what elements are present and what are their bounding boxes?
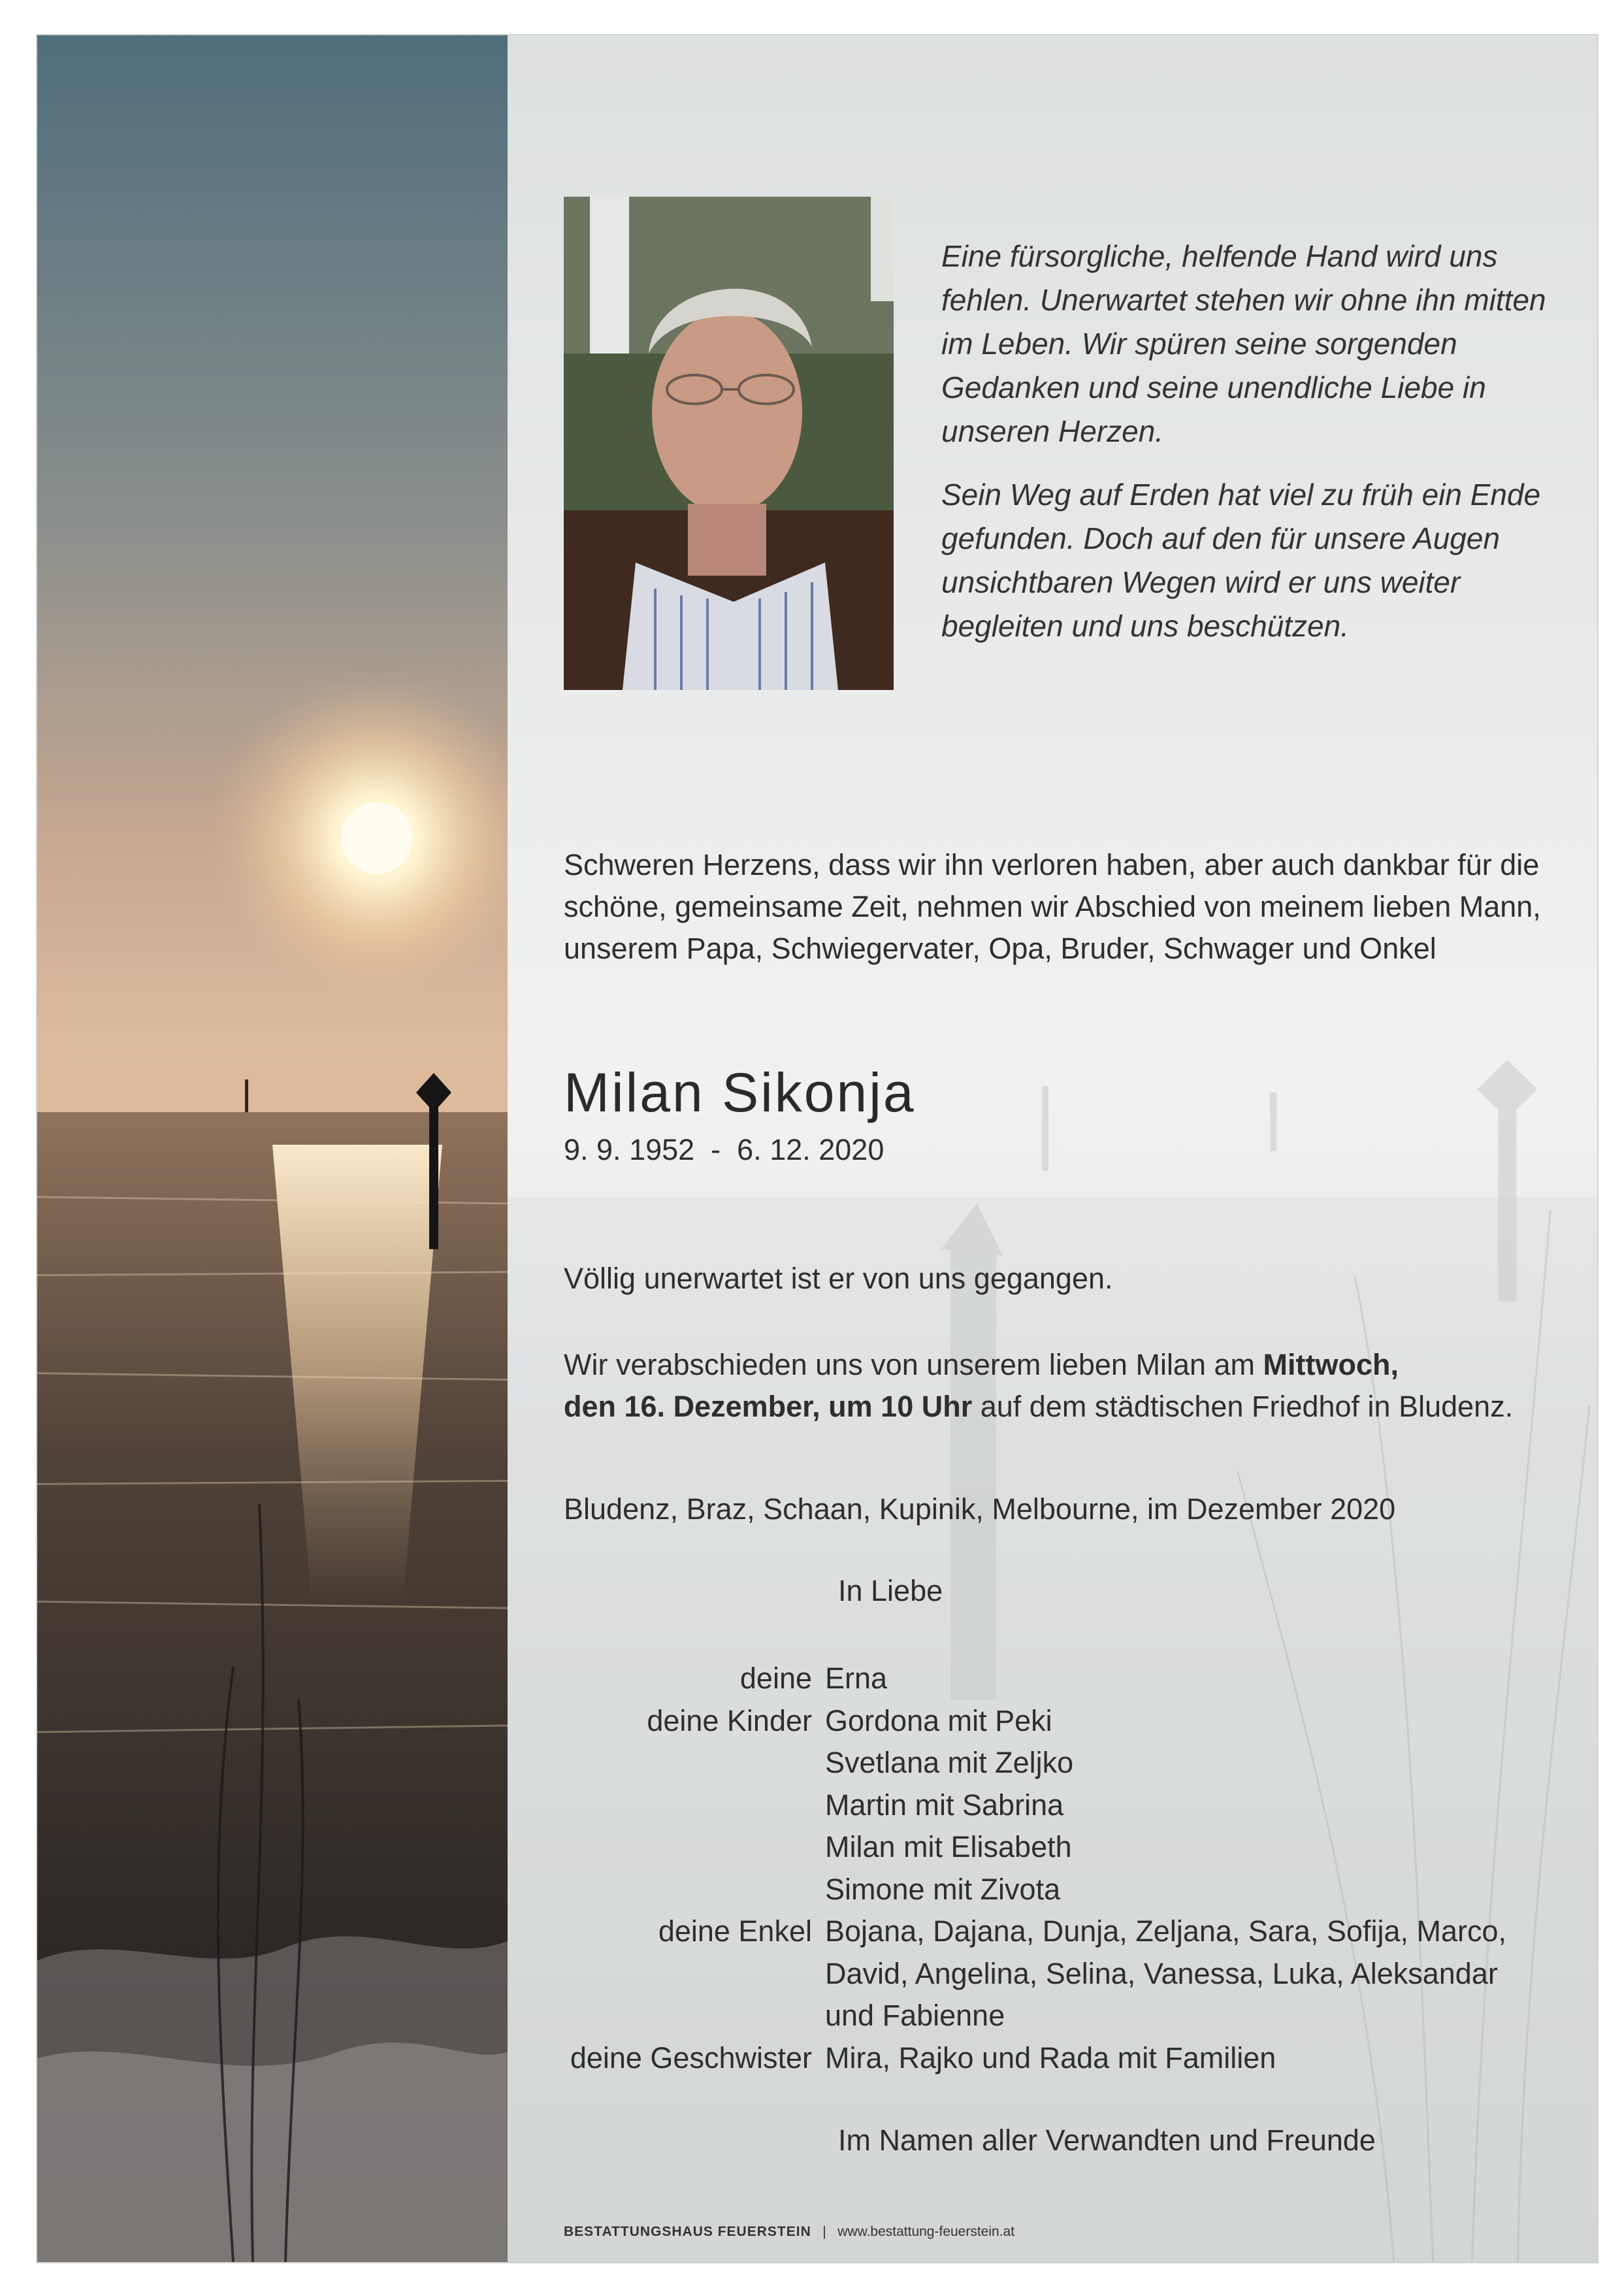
service-text: Wir verabschieden uns von unserem lieben Milan am: [564, 1348, 1263, 1381]
deceased-name: Milan Sikonja: [564, 1062, 916, 1123]
footer-separator: |: [822, 2224, 826, 2239]
farewell-introduction: Schweren Herzens, dass wir ihn verloren haben, aber auch dankbar für die schöne, gemeinsame Zeit, nehmen wir Abschied von meinem lieben Mann, unserem Papa, Schwiegervater, Opa, Bruder, Schwager und Onkel: [564, 848, 1541, 965]
mourners-list: [564, 1658, 1583, 2079]
service-location: auf dem städtischen Friedhof in Bludenz.: [972, 1390, 1514, 1423]
relation-label: deine Kinder: [647, 1703, 812, 1737]
service-day: Mittwoch,: [1263, 1348, 1399, 1381]
poem-paragraph: Eine fürsorgliche, helfende Hand wird uns fehlen. Unerwartet stehen wir ohne ihn mitten im Leben. Wir spüren seine sorgenden Gedanken und seine unendliche Liebe in unseren Herzen.: [941, 239, 1546, 448]
sunset-lake-photo: [37, 35, 508, 2262]
child-entry: Svetlana mit Zeljko: [825, 1746, 1074, 1779]
relation-label: deine: [739, 1662, 812, 1695]
mourner-row: [564, 2037, 1583, 2080]
child-entry: Simone mit Zivota: [825, 1872, 1061, 1906]
mourner-row: [564, 1700, 1583, 1911]
funeral-home-name: BESTATTUNGSHAUS FEUERSTEIN: [564, 2224, 811, 2239]
text-panel: [508, 35, 1597, 2262]
child-entry: Martin mit Sabrina: [825, 1788, 1064, 1822]
relation-names: Erna: [825, 1662, 888, 1695]
relation-label: deine Geschwister: [570, 2041, 812, 2075]
passing-note: Völlig unerwartet ist er von uns gegangen.: [564, 1262, 1113, 1295]
portrait-photo: [564, 197, 894, 690]
poem-paragraph: Sein Weg auf Erden hat viel zu früh ein Ende gefunden. Doch auf den für unsere Augen unsichtbaren Wegen wird er uns weiter begleiten und uns beschützen.: [941, 478, 1541, 643]
memorial-poem: [941, 235, 1568, 668]
child-entry: Gordona mit Peki: [825, 1703, 1052, 1737]
obituary-card: [36, 34, 1598, 2263]
mourner-row: [564, 1911, 1583, 2037]
mourner-row: [564, 1658, 1583, 1700]
relation-names: [825, 1700, 1544, 1911]
relation-names: Bojana, Dajana, Dunja, Zeljana, Sara, Sofija, Marco, David, Angelina, Selina, Vanessa, Luka, Aleksandar und Fabienne: [825, 1914, 1507, 2032]
funeral-home-url: www.bestattung-feuerstein.at: [837, 2224, 1015, 2239]
service-date-time: den 16. Dezember, um 10 Uhr: [564, 1390, 973, 1423]
relation-label: deine Enkel: [658, 1914, 812, 1948]
funeral-service-info: [564, 1344, 1597, 1428]
closing-line: Im Namen aller Verwandten und Freunde: [838, 2124, 1376, 2157]
child-entry: Milan mit Elisabeth: [825, 1830, 1072, 1863]
in-love-label: In Liebe: [838, 1574, 943, 1607]
footer: [564, 2224, 1014, 2240]
places-and-date: Bludenz, Braz, Schaan, Kupinik, Melbourne, im Dezember 2020: [564, 1492, 1396, 1526]
life-dates: 9. 9. 1952 - 6. 12. 2020: [564, 1133, 884, 1166]
relation-names: Mira, Rajko und Rada mit Familien: [825, 2041, 1276, 2075]
